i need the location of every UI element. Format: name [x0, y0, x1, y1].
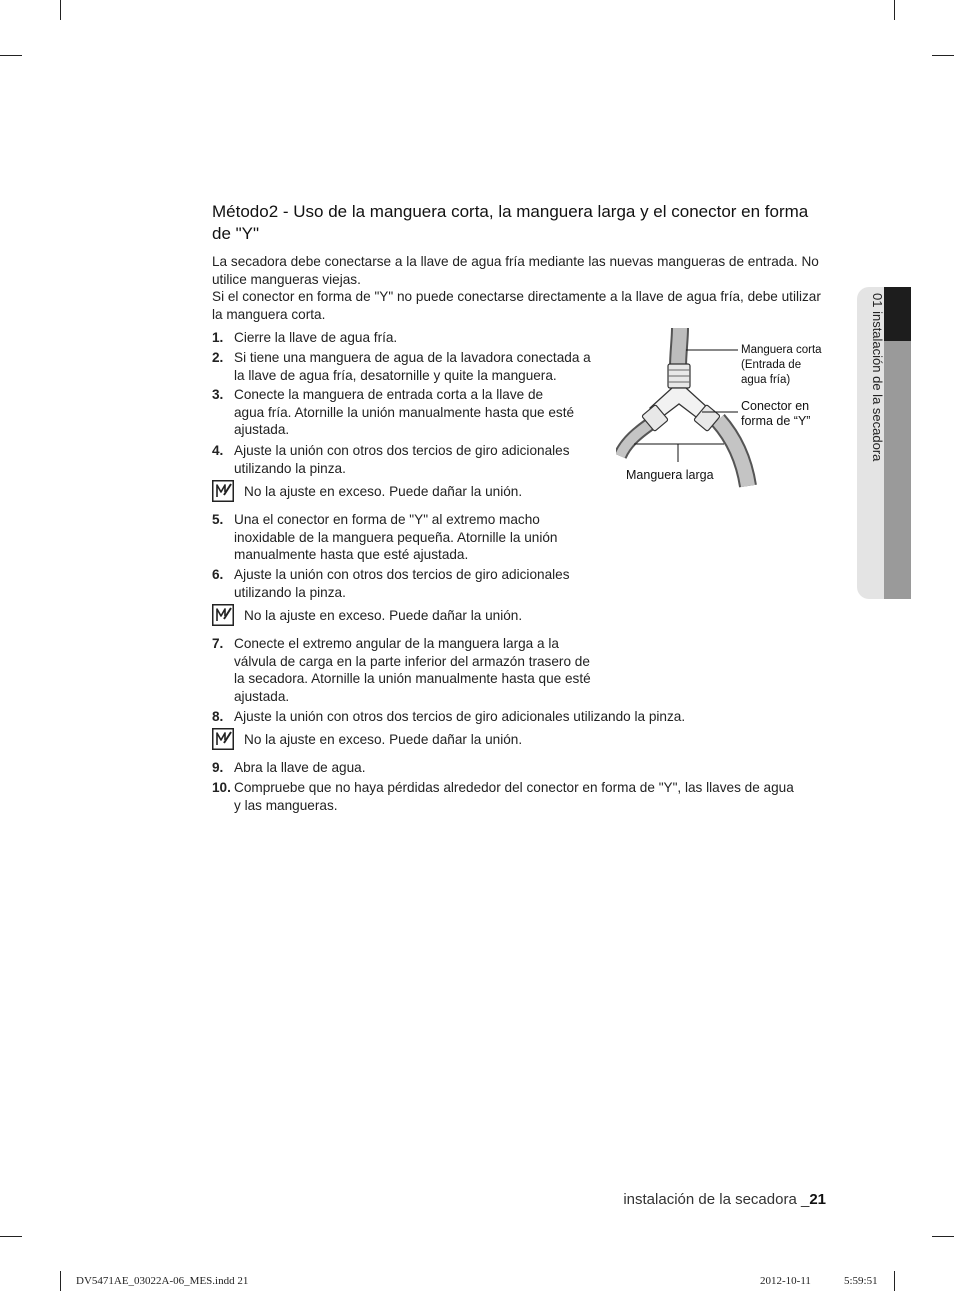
step-6: [212, 566, 622, 602]
chapter-tab-label: 01 instalación de la secadora: [870, 293, 885, 462]
step-line: Ajuste la unión con otros dos tercios de giro adicionales: [234, 443, 570, 458]
step-line: Una el conector en forma de "Y" al extremo macho: [234, 512, 540, 527]
step-line: manualmente hasta que esté ajustada.: [234, 547, 469, 562]
step-text: Cierre la llave de agua fría.: [234, 330, 398, 345]
step-number: 10.: [212, 780, 231, 795]
note: [212, 604, 632, 628]
step-line: Ajuste la unión con otros dos tercios de giro adicionales: [234, 567, 570, 582]
step-line: Conecte la manguera de entrada corta a la llave de: [234, 387, 544, 402]
step-7: [212, 635, 622, 707]
step-line: la secadora. Atornille la unión manualmente hasta que esté: [234, 671, 591, 686]
step-number: 6.: [212, 567, 224, 582]
step-number: 9.: [212, 760, 224, 775]
step-line: válvula de carga en la parte inferior del armazón trasero de: [234, 653, 590, 669]
step-line: Abra la llave de agua.: [234, 760, 366, 775]
step-line: Conecte el extremo angular de la manguera larga a la: [234, 636, 559, 651]
step-4: [212, 442, 622, 478]
print-time: 5:59:51: [844, 1275, 878, 1287]
label-short-hose: [741, 343, 822, 388]
intro-paragraph: La secadora debe conectarse a la llave de agua fría mediante las nuevas mangueras de entrada. No utilice mangueras viejas.: [212, 254, 819, 287]
footer-section: instalación de la secadora _: [623, 1191, 810, 1208]
step-line: Ajuste la unión con otros dos tercios de giro adicionales utilizando la pinza.: [234, 709, 686, 724]
step-9: [212, 759, 612, 777]
crop-mark: [0, 1236, 22, 1237]
note: [212, 480, 632, 504]
step-line: agua fría. Atornille la unión manualmente hasta que esté: [234, 404, 575, 420]
step-number: 5.: [212, 512, 224, 527]
section-title: Método2 - Uso de la manguera corta, la manguera larga y el conector en forma de "Y": [212, 202, 809, 243]
label-line: forma de “Y”: [741, 414, 811, 428]
chapter-tab-strip: [884, 341, 911, 599]
step-number: 1.: [212, 330, 224, 345]
intro-text: [212, 253, 832, 323]
step-number: 7.: [212, 636, 224, 651]
note-pencil-icon: [212, 480, 234, 502]
label-line: Manguera corta: [741, 344, 822, 356]
intro-paragraph: Si el conector en forma de "Y" no puede conectarse directamente a la llave de agua fría, debe utilizar la manguera corta.: [212, 289, 821, 322]
chapter-tab-marker: [884, 287, 911, 341]
step-line: utilizando la pinza.: [234, 460, 346, 476]
step-text: [234, 566, 570, 601]
step-line: la llave de agua fría, desatornille y quite la manguera.: [234, 367, 557, 383]
step-number: 8.: [212, 709, 224, 724]
step-text: [234, 779, 794, 814]
note: [212, 728, 632, 752]
step-3: [212, 386, 622, 440]
note-pencil-icon: [212, 728, 234, 750]
step-text: [234, 442, 570, 477]
step-text: [234, 759, 366, 777]
label-line: agua fría): [741, 374, 791, 386]
label-y-connector: [741, 399, 810, 429]
note-text: No la ajuste en exceso. Puede dañar la unión.: [244, 732, 523, 747]
print-date: 2012-10-11: [760, 1275, 811, 1287]
y-connector-figure: [616, 328, 828, 488]
step-2: [212, 349, 622, 385]
page-footer: [623, 1191, 826, 1208]
step-text: [234, 349, 591, 384]
print-file: DV5471AE_03022A-06_MES.indd 21: [76, 1275, 249, 1287]
note-text: No la ajuste en exceso. Puede dañar la unión.: [244, 608, 523, 623]
label-line: (Entrada de: [741, 359, 802, 371]
step-line: ajustada.: [234, 422, 290, 437]
step-number: 4.: [212, 443, 224, 458]
crop-mark: [894, 0, 895, 20]
label-long-hose: Manguera larga: [626, 468, 714, 482]
page-number: 21: [809, 1191, 826, 1208]
crop-mark: [60, 1271, 61, 1291]
step-text: [234, 511, 557, 564]
step-line: utilizando la pinza.: [234, 584, 346, 600]
step-line: y las mangueras.: [234, 797, 338, 813]
crop-mark: [894, 1271, 895, 1291]
step-number: 3.: [212, 387, 224, 402]
crop-mark: [932, 1236, 954, 1237]
crop-mark: [0, 55, 22, 56]
note-pencil-icon: [212, 604, 234, 626]
step-text: [234, 708, 685, 726]
step-line: ajustada.: [234, 688, 290, 704]
step-text: [234, 635, 591, 705]
step-line: Compruebe que no haya pérdidas alrededor del conector en forma de "Y", las llaves de agua: [234, 780, 794, 795]
step-10: [212, 779, 832, 815]
crop-mark: [60, 0, 61, 20]
step-1: [212, 329, 612, 347]
step-5: [212, 511, 622, 565]
step-line: inoxidable de la manguera pequeña. Atornille la unión: [234, 529, 558, 545]
step-number: 2.: [212, 350, 224, 365]
note-text: No la ajuste en exceso. Puede dañar la unión.: [244, 484, 523, 499]
crop-mark: [932, 55, 954, 56]
step-text: [234, 386, 574, 439]
step-line: Si tiene una manguera de agua de la lavadora conectada a: [234, 350, 591, 365]
label-line: Conector en: [741, 399, 810, 413]
step-8: [212, 708, 812, 726]
